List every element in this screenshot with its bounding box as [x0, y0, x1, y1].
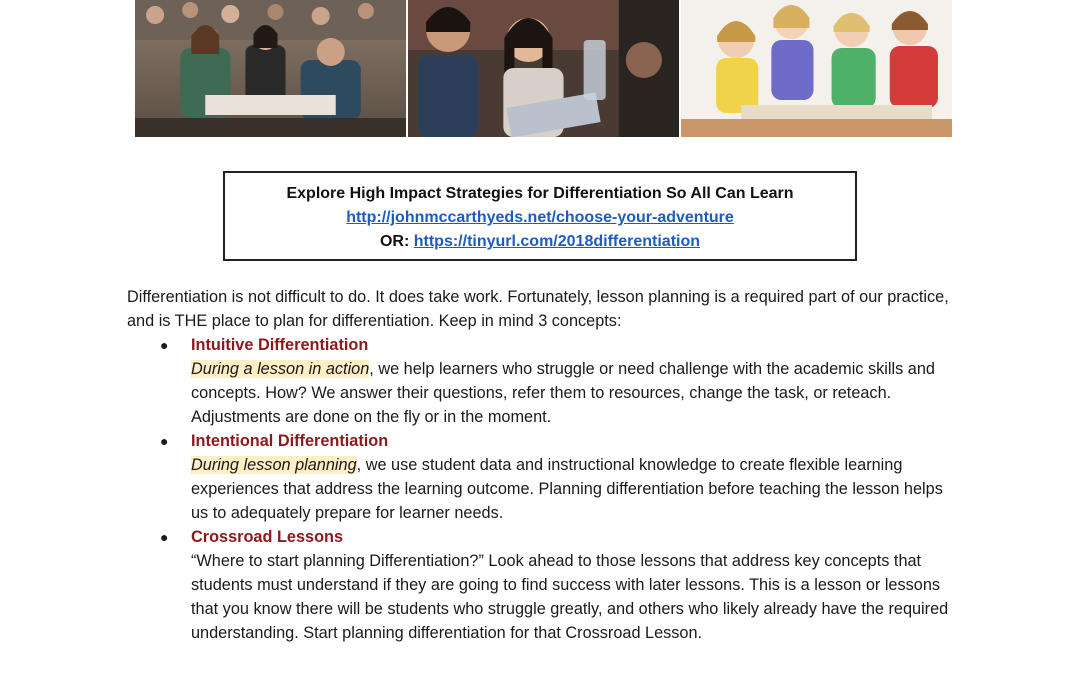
children-reading-photo [681, 0, 952, 137]
concept-description [191, 357, 957, 429]
document-body [127, 285, 957, 645]
concept-text: , we use student data and instructional knowledge to create flexible learning experiences that address the learning outcome. Planning differentiation before teaching the lesson helps us to adequately prepare for learner needs. [191, 456, 943, 522]
concept-list [127, 333, 957, 645]
concept-description [191, 549, 957, 645]
or-label: OR: [379, 233, 410, 250]
students-laptop-photo [408, 0, 679, 137]
concept-text: “Where to start planning Differentiation?” Look ahead to those lessons that address key concepts that students must understand if they are going to find success with later lessons. This is a lesson or lessons that you know there will be students who struggle greatly, and others who likely already have the required understanding. Start planning differentiation for that Crossroad Lesson. [191, 552, 949, 642]
bullet-icon: ● [160, 433, 169, 449]
list-item [127, 333, 957, 429]
concept-description [191, 453, 957, 525]
tinyurl-link[interactable]: https://tinyurl.com/2018differentiation [413, 233, 701, 250]
choose-your-adventure-link[interactable]: http://johnmccarthyeds.net/choose-your-adventure [346, 209, 734, 226]
concept-text: , we help learners who struggle or need challenge with the academic skills and concepts. How? We answer their questions, refer them to resources, change the task, or reteach. Adjustments are done on the fly or in the moment. [191, 360, 935, 426]
link-box-title: Explore High Impact Strategies for Differentiation So All Can Learn [286, 185, 794, 202]
concept-title: Intentional Differentiation [191, 432, 389, 450]
students-group-photo [135, 0, 406, 137]
bullet-icon: ● [160, 337, 169, 353]
resource-link-box [223, 171, 857, 261]
alternate-link-line [225, 230, 855, 254]
highlighted-phrase: During lesson planning [191, 456, 357, 474]
bullet-icon: ● [160, 529, 169, 545]
concept-title: Intuitive Differentiation [191, 336, 369, 354]
list-item [127, 429, 957, 525]
list-item [127, 525, 957, 645]
photo-strip [135, 0, 952, 137]
highlighted-phrase: During a lesson in action [191, 360, 370, 378]
concept-title: Crossroad Lessons [191, 528, 344, 546]
intro-paragraph: Differentiation is not difficult to do. It does take work. Fortunately, lesson planning is a required part of our practice, and is THE place to plan for differentiation. Keep in mind 3 concepts: [127, 288, 949, 330]
